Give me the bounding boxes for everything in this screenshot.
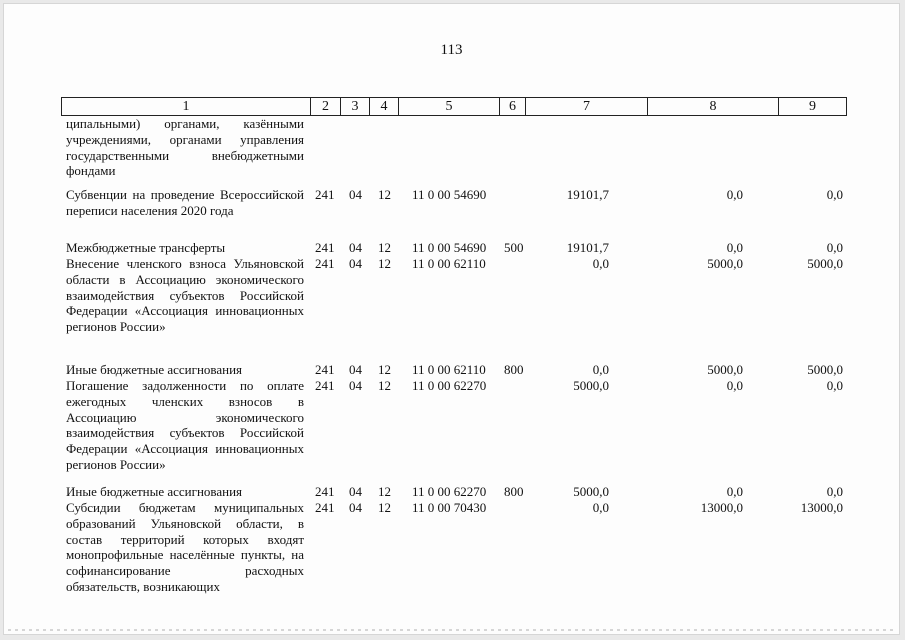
header-col-6: 6 (499, 98, 525, 115)
ministry-code: 241 (315, 484, 335, 499)
subsection-code: 12 (378, 362, 391, 377)
table-row-description: Иные бюджетные ассигнования (66, 484, 243, 499)
ministry-code: 241 (315, 187, 335, 202)
target-article-code: 11 0 00 62270 (412, 484, 487, 499)
amount-col-8: 0,0 (726, 378, 743, 393)
amount-col-8: 0,0 (726, 240, 743, 255)
subsection-code: 12 (378, 240, 391, 255)
section-code: 04 (349, 484, 362, 499)
subsection-code: 12 (378, 187, 391, 202)
amount-col-7: 19101,7 (566, 187, 609, 202)
expense-type-code: 800 (504, 484, 524, 499)
section-code: 04 (349, 240, 362, 255)
target-article-code: 11 0 00 54690 (412, 187, 487, 202)
header-col-2: 2 (310, 98, 340, 115)
ministry-code: 241 (315, 378, 335, 393)
amount-col-9: 5000,0 (807, 256, 843, 271)
amount-col-9: 13000,0 (800, 500, 843, 515)
table-row-description: ципальными) органами, казёнными учреждениями, органами управления государственными внебюджетными фондами (66, 116, 304, 179)
table-row-description: Субсидии бюджетам муниципальных образований Ульяновской области, в состав территорий которых входят монопрофильные населённые пункты, на софинансирование расходных обязательств, возникающих (66, 500, 304, 594)
table-row-description: Межбюджетные трансферты (66, 240, 226, 255)
header-col-8: 8 (647, 98, 778, 115)
ministry-code: 241 (315, 256, 335, 271)
document-page (3, 3, 900, 635)
amount-col-9: 0,0 (826, 187, 843, 202)
amount-col-8: 13000,0 (700, 500, 743, 515)
amount-col-7: 19101,7 (566, 240, 609, 255)
ministry-code: 241 (315, 362, 335, 377)
section-code: 04 (349, 500, 362, 515)
page-number: 113 (440, 42, 463, 58)
table-row-description: Иные бюджетные ассигнования (66, 362, 243, 377)
amount-col-8: 5000,0 (707, 256, 743, 271)
scan-edge-artifact (8, 629, 895, 631)
section-code: 04 (349, 362, 362, 377)
header-col-7: 7 (525, 98, 647, 115)
amount-col-8: 0,0 (726, 187, 743, 202)
header-col-1: 1 (182, 99, 190, 114)
table-row-description: Внесение членского взноса Ульяновской области в Ассоциацию экономического взаимодействия субъектов Российской Федерации «Ассоциация инновационных регионов России» (66, 256, 304, 335)
expense-type-code: 800 (504, 362, 524, 377)
target-article-code: 11 0 00 62270 (412, 378, 487, 393)
subsection-code: 12 (378, 378, 391, 393)
section-code: 04 (349, 378, 362, 393)
amount-col-7: 5000,0 (573, 378, 609, 393)
subsection-code: 12 (378, 500, 391, 515)
header-col-5: 5 (398, 98, 499, 115)
header-col-4: 4 (369, 98, 398, 115)
target-article-code: 11 0 00 70430 (412, 500, 487, 515)
section-code: 04 (349, 256, 362, 271)
ministry-code: 241 (315, 500, 335, 515)
subsection-code: 12 (378, 256, 391, 271)
amount-col-8: 0,0 (726, 484, 743, 499)
amount-col-7: 0,0 (592, 500, 609, 515)
subsection-code: 12 (378, 484, 391, 499)
target-article-code: 11 0 00 54690 (412, 240, 487, 255)
target-article-code: 11 0 00 62110 (412, 256, 486, 271)
table-header-row (61, 97, 847, 116)
table-row-description: Погашение задолженности по оплате ежегодных членских взносов в Ассоциацию экономического взаимодействия субъектов Российской Федерации «Ассоциация инновационных регионов России» (66, 378, 304, 472)
amount-col-9: 0,0 (826, 240, 843, 255)
amount-col-9: 0,0 (826, 378, 843, 393)
amount-col-7: 0,0 (592, 256, 609, 271)
amount-col-7: 5000,0 (573, 484, 609, 499)
amount-col-9: 5000,0 (807, 362, 843, 377)
header-col-9: 9 (778, 98, 846, 115)
amount-col-8: 5000,0 (707, 362, 743, 377)
expense-type-code: 500 (504, 240, 524, 255)
section-code: 04 (349, 187, 362, 202)
target-article-code: 11 0 00 62110 (412, 362, 486, 377)
header-col-3: 3 (340, 98, 369, 115)
ministry-code: 241 (315, 240, 335, 255)
amount-col-9: 0,0 (826, 484, 843, 499)
table-row-description: Субвенции на проведение Всероссийской переписи населения 2020 года (66, 187, 304, 218)
amount-col-7: 0,0 (592, 362, 609, 377)
